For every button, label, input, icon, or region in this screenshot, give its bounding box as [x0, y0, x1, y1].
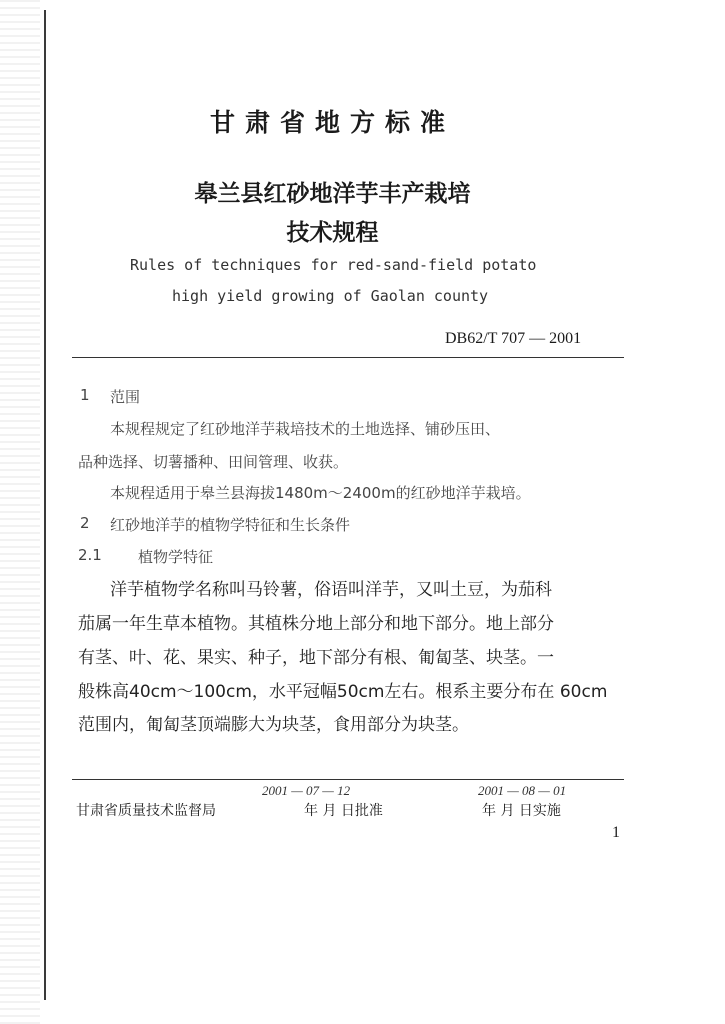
document-title-line2: 技术规程 — [286, 220, 379, 246]
implement-date-handwritten: 2001 — 08 — 01 — [478, 783, 567, 798]
section2-heading: 红砂地洋芋的植物学特征和生长条件 — [110, 516, 351, 534]
scope-applicability: 本规程适用于皋兰县海拔1480m～2400m的红砂地洋芋栽培。 — [110, 484, 531, 502]
section1-heading: 范围 — [110, 388, 141, 406]
approval-line — [76, 800, 383, 820]
binding-line — [44, 10, 46, 1000]
botany-paragraph-line5: 范围内，匍匐茎顶端膨大为块茎，食用部分为块茎。 — [78, 715, 469, 735]
english-title-line1: Rules of techniques for red-sand-field potato — [130, 256, 537, 274]
approval-label: 年 月 日批准 — [304, 803, 383, 819]
issuer-name: 甘肃省质量技术监督局 — [76, 803, 216, 819]
implementation-label: 年 月 日实施 — [482, 803, 561, 819]
english-title-line2: high yield growing of Gaolan county — [172, 287, 489, 305]
standard-category-title: 甘肃省地方标准 — [209, 108, 455, 137]
page-number: 1 — [612, 824, 620, 841]
document-number: DB62/T 707 — 2001 — [445, 330, 582, 347]
scan-edge-noise — [0, 0, 40, 1024]
section21-number: 2.1 — [78, 546, 102, 564]
approve-date-handwritten: 2001 — 07 — 12 — [262, 783, 351, 798]
botany-paragraph-line1: 洋芋植物学名称叫马铃薯，俗语叫洋芋，又叫土豆，为茄科 — [110, 580, 552, 600]
botany-paragraph-line4: 般株高40cm～100cm，水平冠幅50cm左右。根系主要分布在 60cm — [78, 682, 608, 702]
header-divider — [72, 357, 624, 358]
section1-number: 1 — [80, 386, 90, 404]
scope-paragraph-line1: 本规程规定了红砂地洋芋栽培技术的土地选择、铺砂压田、 — [110, 420, 501, 438]
section21-heading: 植物学特征 — [138, 548, 214, 566]
botany-paragraph-line2: 茄属一年生草本植物。其植株分地上部分和地下部分。地上部分 — [78, 614, 554, 634]
footer-divider — [72, 779, 624, 780]
section2-number: 2 — [80, 514, 90, 532]
botany-paragraph-line3: 有茎、叶、花、果实、种子，地下部分有根、匍匐茎、块茎。一 — [78, 648, 554, 668]
scope-paragraph-line2: 品种选择、切薯播种、田间管理、收获。 — [78, 453, 349, 471]
document-title-line1: 皋兰县红砂地洋芋丰产栽培 — [194, 181, 471, 207]
